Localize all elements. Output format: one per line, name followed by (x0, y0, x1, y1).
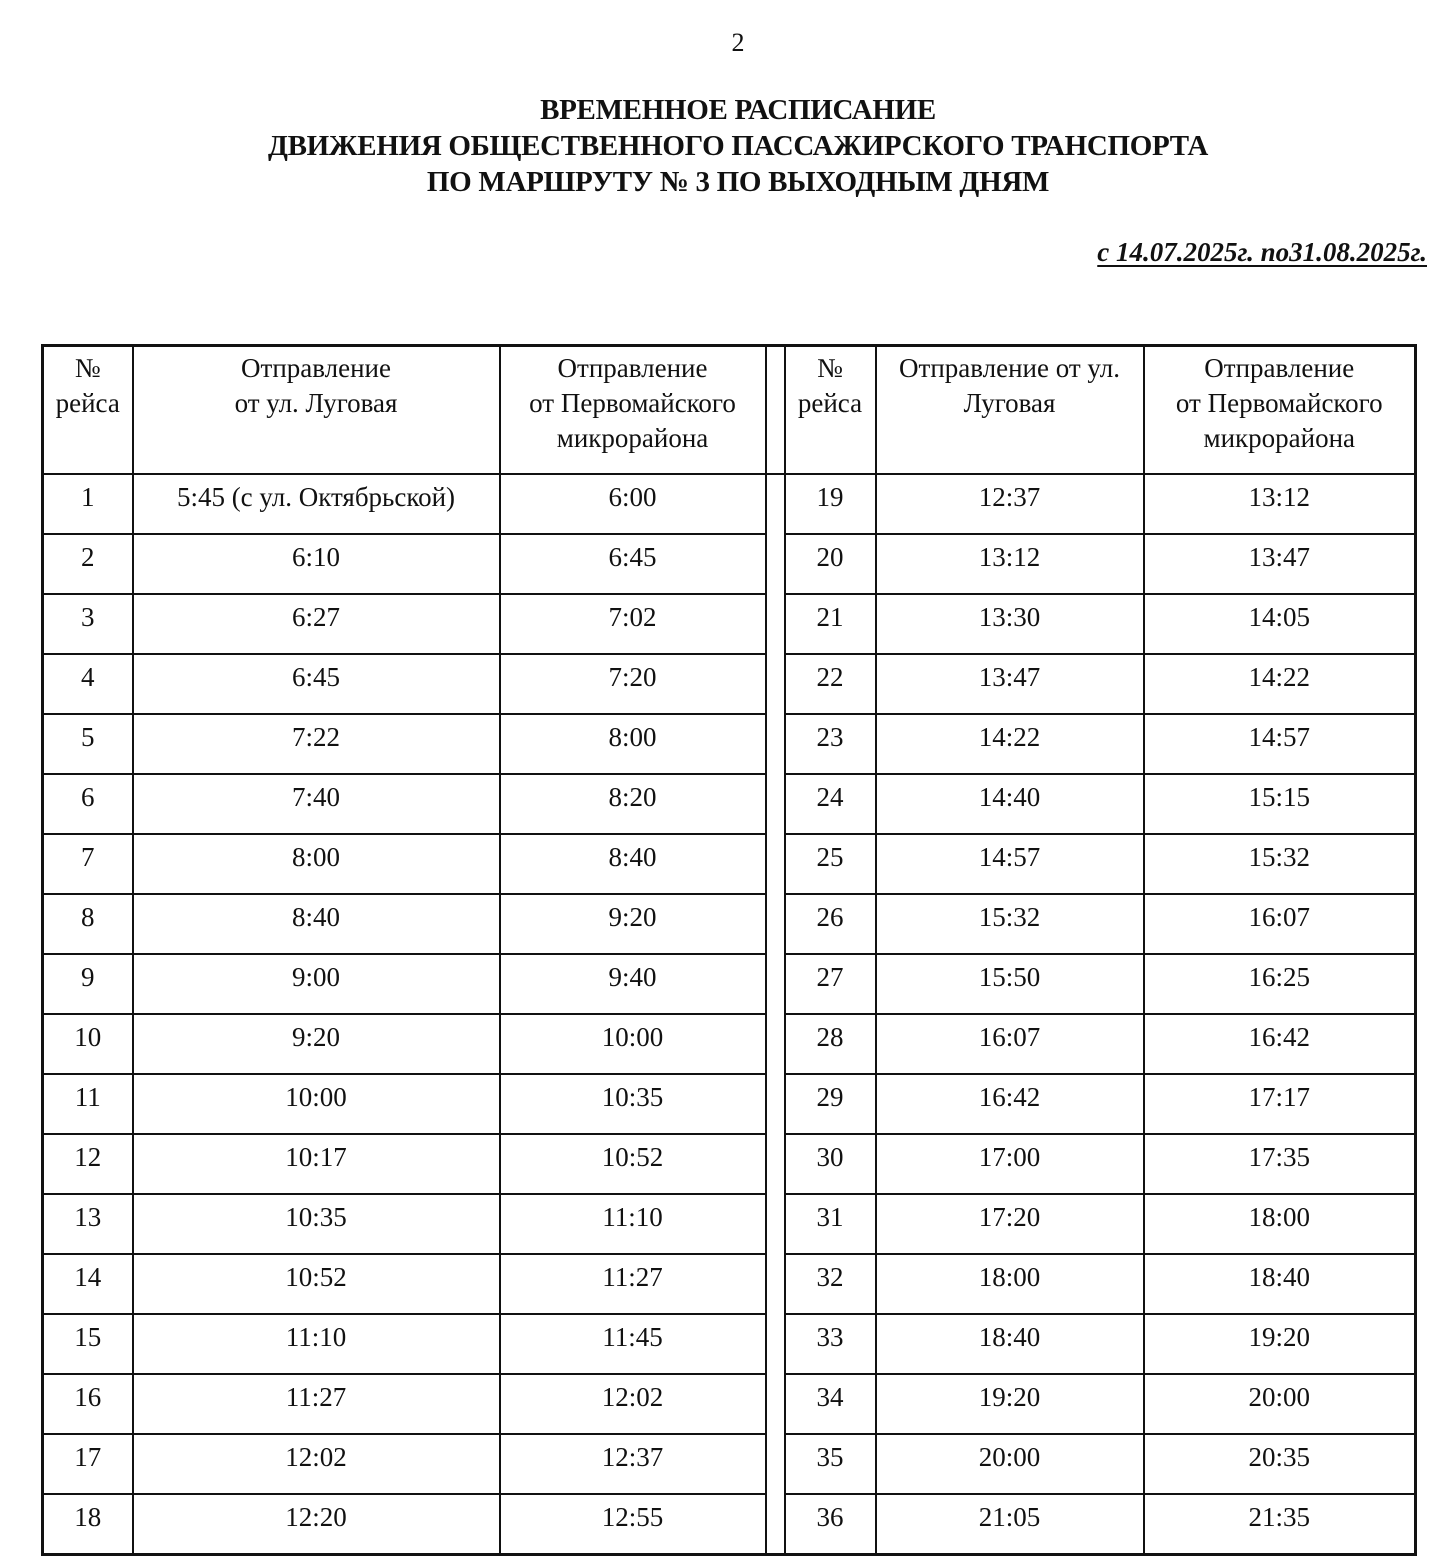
left-pervomaisky-time-cell: 7:20 (500, 654, 766, 714)
right-pervomaisky-time-cell: 17:35 (1144, 1134, 1416, 1194)
left-trip-no-cell: 6 (43, 774, 133, 834)
header-line: от Первомайского (1175, 388, 1383, 418)
right-trip-no-cell: 25 (785, 834, 876, 894)
column-separator (766, 894, 785, 954)
right-pervomaisky-time-cell: 13:47 (1144, 534, 1416, 594)
column-separator (766, 1494, 785, 1555)
right-trip-no-cell: 21 (785, 594, 876, 654)
left-lugovaya-time-cell: 8:00 (133, 834, 500, 894)
left-pervomaisky-time-cell: 12:37 (500, 1434, 766, 1494)
table-row (43, 474, 1416, 534)
right-pervomaisky-time-cell: 17:17 (1144, 1074, 1416, 1134)
left-pervomaisky-time-cell: 6:00 (500, 474, 766, 534)
title-line-2: ДВИЖЕНИЯ ОБЩЕСТВЕННОГО ПАССАЖИРСКОГО ТРАНСПОРТА (267, 130, 1209, 162)
left-trip-no-cell: 3 (43, 594, 133, 654)
right-pervomaisky-time-cell: 14:22 (1144, 654, 1416, 714)
left-trip-no-cell: 13 (43, 1194, 133, 1254)
right-lugovaya-time-cell: 17:00 (876, 1134, 1144, 1194)
header-line: рейса (55, 388, 120, 418)
table-row (43, 1254, 1416, 1314)
left-pervomaisky-time-cell: 12:02 (500, 1374, 766, 1434)
column-separator (766, 1434, 785, 1494)
column-separator (766, 474, 785, 534)
title-line-1: ВРЕМЕННОЕ РАСПИСАНИЕ (540, 94, 936, 126)
right-lugovaya-time-cell: 20:00 (876, 1434, 1144, 1494)
left-pervomaisky-time-cell: 10:00 (500, 1014, 766, 1074)
table-row (43, 1134, 1416, 1194)
document-title (0, 92, 1446, 200)
header-left-from-pervomaisky (500, 346, 766, 475)
left-pervomaisky-time-cell: 8:40 (500, 834, 766, 894)
left-pervomaisky-time-cell: 10:35 (500, 1074, 766, 1134)
column-separator (766, 594, 785, 654)
table-row (43, 834, 1416, 894)
title-line-3: ПО МАРШРУТУ № 3 ПО ВЫХОДНЫМ ДНЯМ (426, 166, 1050, 198)
right-pervomaisky-time-cell: 15:15 (1144, 774, 1416, 834)
right-lugovaya-time-cell: 14:40 (876, 774, 1144, 834)
left-lugovaya-time-cell: 7:40 (133, 774, 500, 834)
right-lugovaya-time-cell: 13:12 (876, 534, 1144, 594)
column-separator (766, 714, 785, 774)
header-right-from-lugovaya (876, 346, 1144, 475)
right-trip-no-cell: 29 (785, 1074, 876, 1134)
header-line: микрорайона (556, 423, 709, 453)
right-trip-no-cell: 24 (785, 774, 876, 834)
column-separator (766, 954, 785, 1014)
column-separator (766, 1134, 785, 1194)
right-pervomaisky-time-cell: 20:35 (1144, 1434, 1416, 1494)
right-pervomaisky-time-cell: 15:32 (1144, 834, 1416, 894)
left-lugovaya-time-cell: 6:45 (133, 654, 500, 714)
column-separator (766, 1014, 785, 1074)
left-trip-no-cell: 10 (43, 1014, 133, 1074)
header-line: рейса (797, 388, 863, 418)
table-row (43, 774, 1416, 834)
left-pervomaisky-time-cell: 12:55 (500, 1494, 766, 1555)
validity-period: с 14.07.2025г. по31.08.2025г. (1097, 237, 1427, 267)
right-lugovaya-time-cell: 14:22 (876, 714, 1144, 774)
left-pervomaisky-time-cell: 9:40 (500, 954, 766, 1014)
right-trip-no-cell: 27 (785, 954, 876, 1014)
column-separator (766, 1314, 785, 1374)
left-trip-no-cell: 16 (43, 1374, 133, 1434)
right-lugovaya-time-cell: 14:57 (876, 834, 1144, 894)
right-trip-no-cell: 32 (785, 1254, 876, 1314)
header-line: № (817, 353, 843, 383)
right-pervomaisky-time-cell: 20:00 (1144, 1374, 1416, 1434)
right-pervomaisky-time-cell: 14:57 (1144, 714, 1416, 774)
header-line: Луговая (963, 388, 1056, 418)
right-lugovaya-time-cell: 13:30 (876, 594, 1144, 654)
left-lugovaya-time-cell: 9:20 (133, 1014, 500, 1074)
left-lugovaya-time-cell: 12:20 (133, 1494, 500, 1555)
left-lugovaya-time-cell: 6:27 (133, 594, 500, 654)
table-row (43, 534, 1416, 594)
left-lugovaya-time-cell: 10:35 (133, 1194, 500, 1254)
left-lugovaya-time-cell: 5:45 (с ул. Октябрьской) (133, 474, 500, 534)
left-trip-no-cell: 5 (43, 714, 133, 774)
page-number: 2 (731, 28, 745, 57)
right-trip-no-cell: 34 (785, 1374, 876, 1434)
right-lugovaya-time-cell: 15:32 (876, 894, 1144, 954)
left-lugovaya-time-cell: 9:00 (133, 954, 500, 1014)
right-trip-no-cell: 26 (785, 894, 876, 954)
left-pervomaisky-time-cell: 11:27 (500, 1254, 766, 1314)
right-trip-no-cell: 28 (785, 1014, 876, 1074)
left-pervomaisky-time-cell: 7:02 (500, 594, 766, 654)
right-pervomaisky-time-cell: 18:00 (1144, 1194, 1416, 1254)
right-trip-no-cell: 23 (785, 714, 876, 774)
right-lugovaya-time-cell: 18:40 (876, 1314, 1144, 1374)
table-row (43, 594, 1416, 654)
table-row (43, 1014, 1416, 1074)
left-lugovaya-time-cell: 11:27 (133, 1374, 500, 1434)
left-trip-no-cell: 11 (43, 1074, 133, 1134)
table-row (43, 1074, 1416, 1134)
right-trip-no-cell: 35 (785, 1434, 876, 1494)
table-row (43, 894, 1416, 954)
right-lugovaya-time-cell: 21:05 (876, 1494, 1144, 1555)
right-lugovaya-time-cell: 15:50 (876, 954, 1144, 1014)
left-trip-no-cell: 9 (43, 954, 133, 1014)
table-row (43, 654, 1416, 714)
column-separator (766, 654, 785, 714)
left-trip-no-cell: 18 (43, 1494, 133, 1555)
left-trip-no-cell: 15 (43, 1314, 133, 1374)
right-lugovaya-time-cell: 13:47 (876, 654, 1144, 714)
left-trip-no-cell: 4 (43, 654, 133, 714)
left-lugovaya-time-cell: 10:00 (133, 1074, 500, 1134)
table-row (43, 1314, 1416, 1374)
header-right-trip-no (785, 346, 876, 475)
right-pervomaisky-time-cell: 13:12 (1144, 474, 1416, 534)
right-trip-no-cell: 31 (785, 1194, 876, 1254)
right-pervomaisky-time-cell: 16:42 (1144, 1014, 1416, 1074)
column-separator (766, 774, 785, 834)
table-row (43, 1434, 1416, 1494)
left-trip-no-cell: 1 (43, 474, 133, 534)
header-row (43, 346, 1416, 475)
right-trip-no-cell: 22 (785, 654, 876, 714)
right-lugovaya-time-cell: 16:42 (876, 1074, 1144, 1134)
header-left-from-lugovaya (133, 346, 500, 475)
column-separator (766, 346, 785, 475)
right-lugovaya-time-cell: 16:07 (876, 1014, 1144, 1074)
header-line: № (74, 353, 101, 383)
right-lugovaya-time-cell: 18:00 (876, 1254, 1144, 1314)
column-separator (766, 1194, 785, 1254)
left-pervomaisky-time-cell: 8:20 (500, 774, 766, 834)
left-lugovaya-time-cell: 11:10 (133, 1314, 500, 1374)
header-left-trip-no (43, 346, 133, 475)
column-separator (766, 834, 785, 894)
schedule-table (41, 344, 1417, 1556)
column-separator (766, 1254, 785, 1314)
left-lugovaya-time-cell: 10:52 (133, 1254, 500, 1314)
left-pervomaisky-time-cell: 6:45 (500, 534, 766, 594)
right-trip-no-cell: 36 (785, 1494, 876, 1555)
right-trip-no-cell: 20 (785, 534, 876, 594)
right-lugovaya-time-cell: 19:20 (876, 1374, 1144, 1434)
left-pervomaisky-time-cell: 11:10 (500, 1194, 766, 1254)
left-pervomaisky-time-cell: 10:52 (500, 1134, 766, 1194)
right-pervomaisky-time-cell: 18:40 (1144, 1254, 1416, 1314)
left-pervomaisky-time-cell: 11:45 (500, 1314, 766, 1374)
left-trip-no-cell: 2 (43, 534, 133, 594)
table-row (43, 1374, 1416, 1434)
header-line: от ул. Луговая (234, 388, 398, 418)
left-lugovaya-time-cell: 12:02 (133, 1434, 500, 1494)
header-line: Отправление (241, 353, 391, 383)
header-line: Отправление (557, 353, 708, 383)
schedule-body (43, 474, 1416, 1555)
left-pervomaisky-time-cell: 9:20 (500, 894, 766, 954)
right-pervomaisky-time-cell: 16:25 (1144, 954, 1416, 1014)
right-lugovaya-time-cell: 12:37 (876, 474, 1144, 534)
left-lugovaya-time-cell: 8:40 (133, 894, 500, 954)
header-line: от Первомайского (529, 388, 736, 418)
left-trip-no-cell: 12 (43, 1134, 133, 1194)
header-line: Отправление от ул. (899, 353, 1120, 383)
header-line: Отправление (1204, 353, 1355, 383)
table-row (43, 1494, 1416, 1555)
right-pervomaisky-time-cell: 19:20 (1144, 1314, 1416, 1374)
column-separator (766, 534, 785, 594)
left-lugovaya-time-cell: 7:22 (133, 714, 500, 774)
left-trip-no-cell: 7 (43, 834, 133, 894)
right-trip-no-cell: 19 (785, 474, 876, 534)
column-separator (766, 1374, 785, 1434)
table-row (43, 1194, 1416, 1254)
right-pervomaisky-time-cell: 14:05 (1144, 594, 1416, 654)
left-trip-no-cell: 8 (43, 894, 133, 954)
column-separator (766, 1074, 785, 1134)
table-row (43, 954, 1416, 1014)
right-lugovaya-time-cell: 17:20 (876, 1194, 1144, 1254)
left-trip-no-cell: 14 (43, 1254, 133, 1314)
left-pervomaisky-time-cell: 8:00 (500, 714, 766, 774)
left-lugovaya-time-cell: 10:17 (133, 1134, 500, 1194)
table-row (43, 714, 1416, 774)
header-right-from-pervomaisky (1144, 346, 1416, 475)
header-line: микрорайона (1203, 423, 1356, 453)
right-trip-no-cell: 33 (785, 1314, 876, 1374)
left-trip-no-cell: 17 (43, 1434, 133, 1494)
right-pervomaisky-time-cell: 16:07 (1144, 894, 1416, 954)
left-lugovaya-time-cell: 6:10 (133, 534, 500, 594)
right-trip-no-cell: 30 (785, 1134, 876, 1194)
right-pervomaisky-time-cell: 21:35 (1144, 1494, 1416, 1555)
